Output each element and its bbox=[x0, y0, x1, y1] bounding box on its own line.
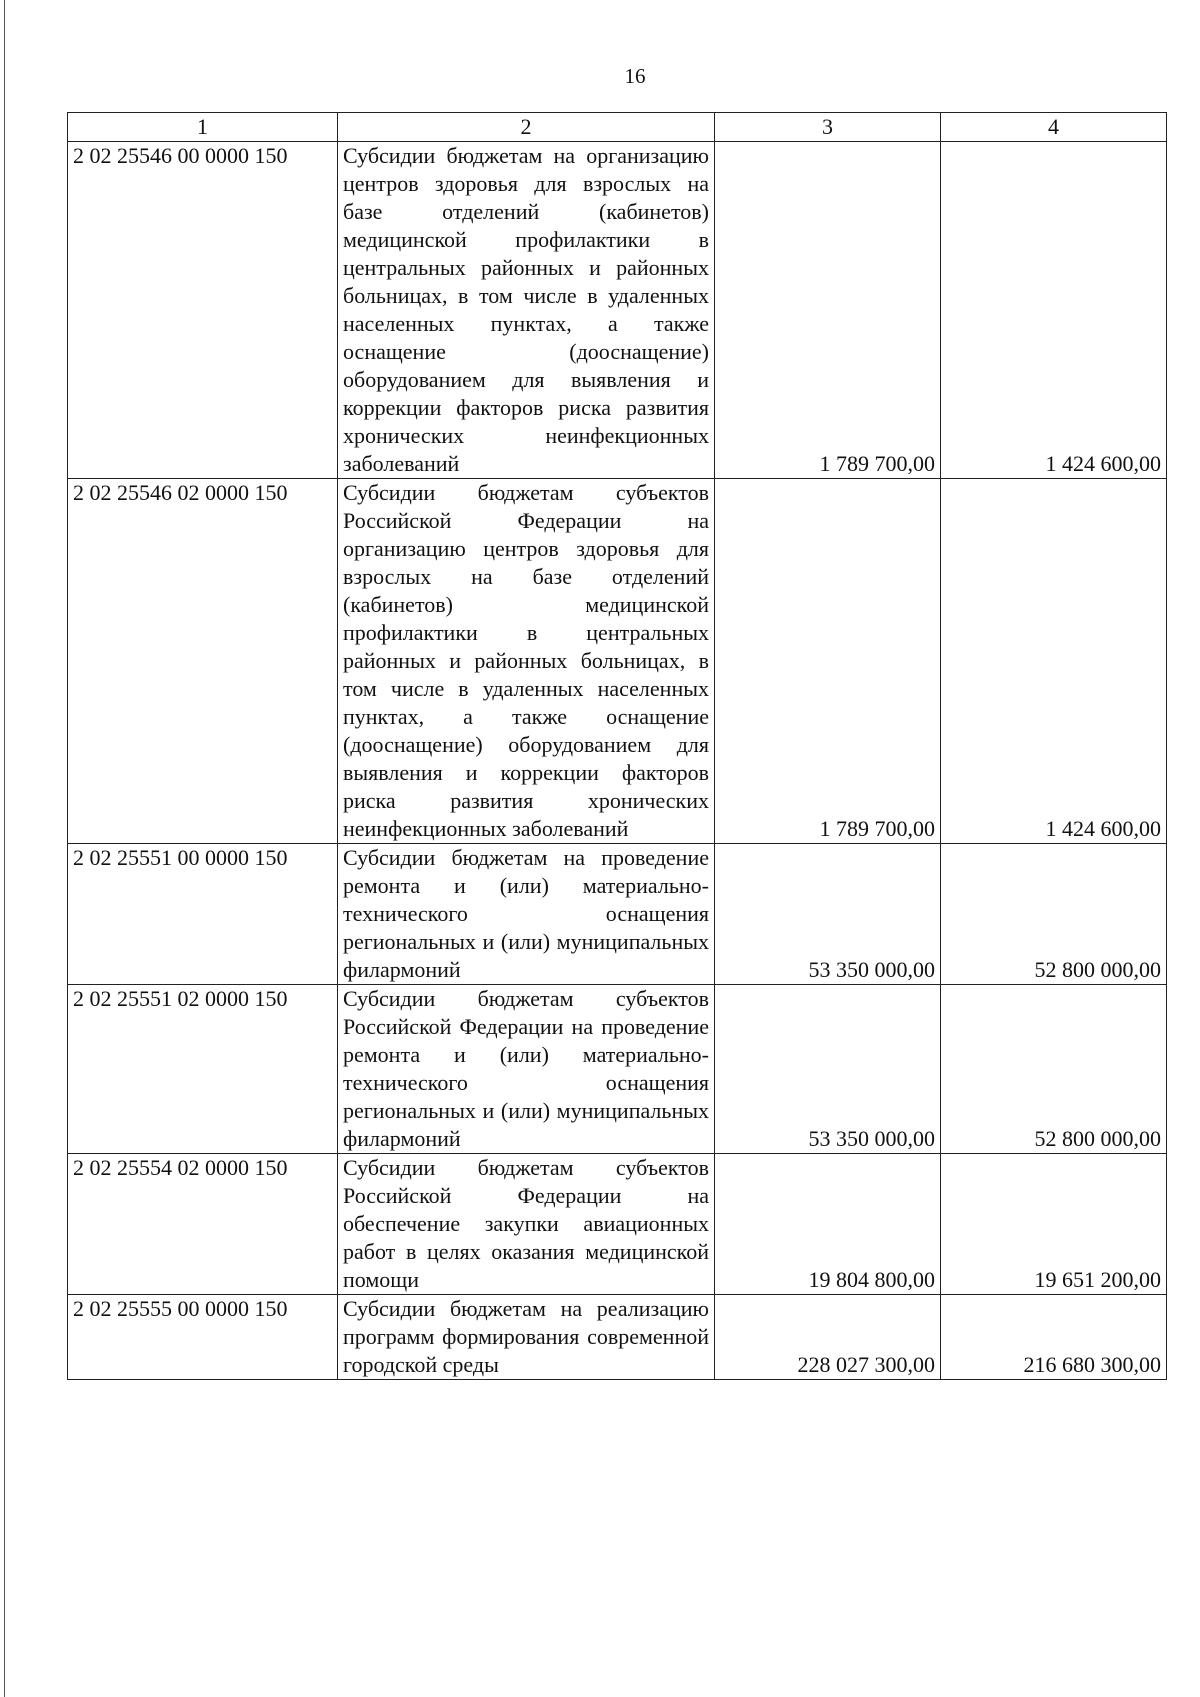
classification-code: 2 02 25554 02 0000 150 bbox=[68, 1154, 338, 1295]
income-description: Субсидии бюджетам субъектов Российской Федерации на обеспечение закупки авиационных работ в целях оказания медицинской помощи bbox=[338, 1154, 715, 1295]
table-row bbox=[68, 985, 1167, 1154]
column-header-4: 4 bbox=[941, 113, 1167, 142]
amount-column-3: 228 027 300,00 bbox=[715, 1295, 941, 1380]
income-description: Субсидии бюджетам субъектов Российской Федерации на организацию центров здоровья для взрослых на базе отделений (кабинетов) медицинской профилактики в центральных районных и районных больницах, в том числе в удаленных населенных пунктах, а также оснащение (дооснащение) оборудованием для выявления и коррекции факторов риска развития хронических неинфекционных заболеваний bbox=[338, 479, 715, 844]
amount-column-4: 52 800 000,00 bbox=[941, 985, 1167, 1154]
column-header-3: 3 bbox=[715, 113, 941, 142]
table-header-row bbox=[68, 113, 1167, 142]
table-row bbox=[68, 479, 1167, 844]
classification-code: 2 02 25546 02 0000 150 bbox=[68, 479, 338, 844]
amount-column-3: 19 804 800,00 bbox=[715, 1154, 941, 1295]
column-header-1: 1 bbox=[68, 113, 338, 142]
income-description: Субсидии бюджетам на реализацию программ формирования современной городской среды bbox=[338, 1295, 715, 1380]
amount-column-3: 1 789 700,00 bbox=[715, 479, 941, 844]
budget-table bbox=[67, 112, 1167, 1380]
amount-column-3: 53 350 000,00 bbox=[715, 844, 941, 985]
income-description: Субсидии бюджетам субъектов Российской Федерации на проведение ремонта и (или) материально-технического оснащения региональных и (или) муниципальных филармоний bbox=[338, 985, 715, 1154]
amount-column-4: 1 424 600,00 bbox=[941, 142, 1167, 479]
table-row bbox=[68, 1154, 1167, 1295]
column-header-2: 2 bbox=[338, 113, 715, 142]
amount-column-4: 19 651 200,00 bbox=[941, 1154, 1167, 1295]
income-description: Субсидии бюджетам на проведение ремонта и (или) материально-технического оснащения региональных и (или) муниципальных филармоний bbox=[338, 844, 715, 985]
page-number: 16 bbox=[624, 64, 646, 88]
amount-column-4: 216 680 300,00 bbox=[941, 1295, 1167, 1380]
amount-column-4: 1 424 600,00 bbox=[941, 479, 1167, 844]
table-row bbox=[68, 844, 1167, 985]
scan-edge-line bbox=[4, 0, 5, 1697]
classification-code: 2 02 25551 00 0000 150 bbox=[68, 844, 338, 985]
amount-column-4: 52 800 000,00 bbox=[941, 844, 1167, 985]
amount-column-3: 1 789 700,00 bbox=[715, 142, 941, 479]
classification-code: 2 02 25555 00 0000 150 bbox=[68, 1295, 338, 1380]
table-row bbox=[68, 142, 1167, 479]
classification-code: 2 02 25546 00 0000 150 bbox=[68, 142, 338, 479]
table-row bbox=[68, 1295, 1167, 1380]
amount-column-3: 53 350 000,00 bbox=[715, 985, 941, 1154]
income-description: Субсидии бюджетам на организацию центров здоровья для взрослых на базе отделений (кабинетов) медицинской профилактики в центральных районных и районных больницах, в том числе в удаленных населенных пунктах, а также оснащение (дооснащение) оборудованием для выявления и коррекции факторов риска развития хронических неинфекционных заболеваний bbox=[338, 142, 715, 479]
classification-code: 2 02 25551 02 0000 150 bbox=[68, 985, 338, 1154]
